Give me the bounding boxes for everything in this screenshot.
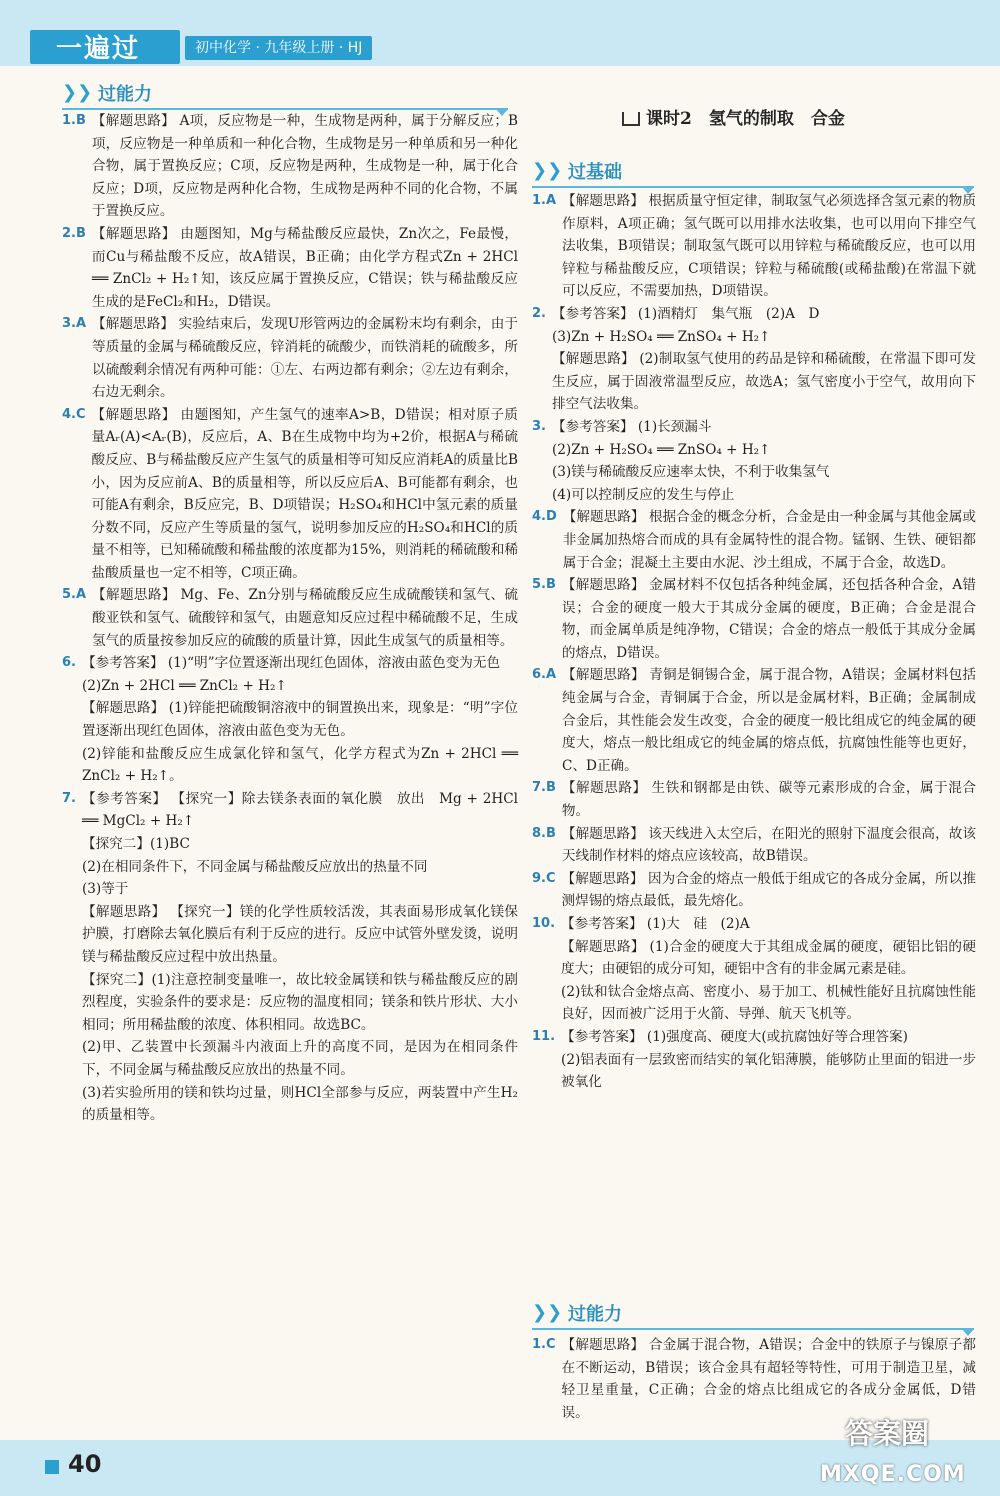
answer-text: 【解题思路】 由题图知，产生氢气的速率A>B，D错误；相对原子质量Aᵣ(A)<Aᵣ(B)，反应后，A、B在生成物中均为+2价，根据A与稀硫酸反应、B与稀盐酸反应产生氢气的质量相等可知反应消耗A的质量比B小，因为反应前A、B的质量相等，所以反应后A、B可能都有剩余，也可能A有剩余，B反应完，B、D项错误；H₂SO₄和HCl中氢元素的质量分数不同，反应产生等质量的氢气，说明参加反应的H₂SO₄和HCl的质量不相等，已知稀硫酸和稀盐酸的浓度都为15%，则消耗的稀硫酸和稀盐酸质量也一定不相等，C项正确。: [91, 406, 518, 581]
answer-item: [532, 1334, 976, 1424]
page-marker-icon: [45, 1460, 59, 1474]
answer-number: 2.: [532, 305, 546, 321]
answer-line: 【探究二】(1)BC: [81, 836, 190, 852]
answer-line: 【探究二】(1)注意控制变量唯一，故比较金属镁和铁与稀盐酸反应的剧烈程度，实验条件的要求是：反应物的温度相同；镁条和铁片形状、大小相同；所用稀盐酸的浓度、体积相同。故选BC。: [81, 971, 518, 1033]
answer-body: [562, 664, 976, 777]
answer-line: 【解题思路】 (1)锌能把硫酸铜溶液中的铜置换出来，现象是：“明”字位置逐渐出现红色固体，溶液由蓝色变为无色。: [81, 700, 518, 740]
answer-body: [92, 584, 518, 652]
answer-item: [62, 110, 518, 223]
answer-text: 【解题思路】 该天线进入太空后，在阳光的照射下温度会很高，故该天线制作材料的熔点应该较高，故B错误。: [561, 825, 976, 865]
left-section-title: 过能力: [98, 84, 152, 105]
answer-text: 【解题思路】 合金属于混合物，A错误；合金中的铁原子与镍原子都在不断运动，B错误；该合金具有超轻等特性，可用于制造卫星，减轻卫星重量，C正确；合金的熔点比组成它的各成分金属低，D错误。: [561, 1337, 976, 1421]
answer-body: [561, 913, 976, 1026]
answer-line: (2)在相同条件下，不同金属与稀盐酸反应放出的热量不同: [81, 858, 428, 875]
watermark-stamp: 答案圈: [845, 1417, 930, 1450]
answer-body: [92, 110, 518, 223]
answer-body: [561, 1026, 976, 1094]
answer-text: 【解题思路】 金属材料不仅包括各种纯金属，还包括各种合金，A错误；合金的硬度一般大于其成分金属的硬度，B正确；合金是混合物，而金属单质是纯净物，C错误；合金的熔点一般低于其成分金属的熔点，D错误。: [561, 577, 976, 661]
answer-body: [92, 404, 518, 585]
answer-text: 【解题思路】 根据质量守恒定律，制取氢气必须选择含氢元素的物质作原料，A项正确；氢气既可以用排水法收集，也可以用向下排空气法收集，B项错误；制取氢气既可以用锌粒与稀硫酸反应，也可以用锌粒与稀盐酸反应，C项错误；锌粒与稀硫酸(或稀盐酸)在常温下就可以反应，不需要加热，D项错误。: [562, 193, 976, 300]
answer-item: [532, 303, 976, 416]
answer-line: 【参考答案】 (1)“明”字位置逐渐出现红色固体，溶液由蓝色变为无色: [81, 655, 501, 672]
answer-number: 7.: [62, 790, 76, 806]
answer-item: [532, 574, 976, 664]
answer-number: 3.: [532, 418, 546, 434]
answer-text: 【解题思路】 由题图知，Mg与稀盐酸反应最快，Zn次之，Fe最慢，而Cu与稀盐酸不反应，故A错误，B正确；由化学方程式Zn + 2HCl ══ ZnCl₂ + H₂↑知，该反应属于置换反应，C错误；铁与稀盐酸反应生成的是FeCl₂和H₂，D错误。: [91, 225, 518, 310]
answer-number: 6.: [62, 655, 76, 671]
answer-body: [562, 574, 976, 664]
answer-line: 【参考答案】 (1)酒精灯 集气瓶 (2)A D: [551, 305, 820, 322]
book-logo: 一遍过: [56, 34, 141, 64]
answer-body: [562, 190, 976, 303]
book-icon: [622, 112, 640, 126]
answer-line: 【解题思路】 【探究一】镁的化学性质较活泼，其表面易形成氧化镁保护膜，打磨除去氧化膜后有利于反应的进行。反应中试管外壁发烫，说明镁与稀盐酸反应过程中放出热量。: [81, 903, 518, 965]
answer-text: 【解题思路】 根据合金的概念分析，合金是由一种金属与其他金属或非金属加热熔合而成的具有金属特性的混合物。锰钢、生铁、硬铝都属于合金；混凝土主要由水泥、沙土组成，不属于合金，故选D。: [562, 509, 976, 571]
answer-body: [92, 223, 518, 313]
answer-body: [552, 303, 976, 416]
right-section-title-ability: 过能力: [568, 1304, 622, 1325]
answer-number: 1.B: [62, 113, 86, 128]
answer-item: [532, 823, 976, 868]
answer-line: (3)若实验所用的镁和铁均过量，则HCl全部参与反应，两装置中产生H₂的质量相等。: [81, 1084, 518, 1124]
answer-number: 1.C: [532, 1337, 556, 1352]
answer-line: (4)可以控制反应的发生与停止: [551, 486, 735, 503]
answer-body: [562, 823, 976, 868]
subject-tag: 初中化学 · 九年级上册 · HJ: [185, 36, 372, 60]
answer-body: [562, 777, 976, 822]
left-column: [62, 110, 518, 1127]
answer-item: [532, 664, 976, 777]
answer-line: (2)Zn + 2HCl ══ ZnCl₂ + H₂↑: [81, 677, 287, 694]
answer-item: [532, 190, 976, 303]
answer-number: 7.B: [532, 780, 556, 796]
page-number: 40: [68, 1450, 102, 1478]
answer-item: [532, 868, 976, 913]
answer-line: 【参考答案】 【探究一】除去镁条表面的氧化膜 放出 Mg + 2HCl ══ MgCl₂ + H₂↑: [81, 790, 518, 830]
answer-number: 5.B: [532, 577, 556, 593]
right-section-head-ability: [532, 1300, 974, 1330]
answer-item: [62, 584, 518, 652]
chevron-icon: ❯❯: [62, 82, 93, 103]
answer-line: (3)等于: [81, 881, 129, 898]
chevron-icon: ❯❯: [532, 1302, 563, 1323]
answer-line: 【参考答案】 (1)强度高、硬度大(或抗腐蚀好等合理答案): [561, 1028, 908, 1045]
answer-text: 【解题思路】 实验结束后，发现U形管两边的金属粉末均有剩余，由于等质量的金属与稀硫酸反应，锌消耗的硫酸少，而铁消耗的硫酸多，所以硫酸剩余情况有两种可能：①左、右两边都有剩余；②左边有剩余，右边无剩余。: [92, 316, 518, 401]
answer-line: (2)甲、乙装置中长颈漏斗内液面上升的高度不同，是因为在相同条件下，不同金属与稀盐酸反应放出的热量不同。: [81, 1039, 518, 1078]
answer-body: [562, 1334, 976, 1424]
right-column: [532, 190, 976, 1094]
right-section-head-basic: [532, 158, 974, 188]
answer-item: [62, 652, 518, 788]
answer-body: [563, 506, 976, 574]
answer-item: [532, 1026, 976, 1094]
answer-number: 9.C: [532, 870, 556, 886]
answer-line: (3)Zn + H₂SO₄ ══ ZnSO₄ + H₂↑: [551, 328, 771, 345]
answer-number: 3.A: [62, 316, 87, 332]
answer-item: [532, 506, 976, 574]
answer-item: [532, 777, 976, 822]
answer-number: 6.A: [532, 667, 557, 683]
left-section-head: [62, 80, 508, 110]
answer-line: 【解题思路】 (2)制取氢气使用的药品是锌和稀硫酸，在常温下即可发生反应，属于固液常温型反应，故选A；氢气密度小于空气，故用向下排空气法收集。: [551, 351, 976, 413]
answer-item: [62, 404, 518, 585]
answer-item: [62, 788, 518, 1127]
lesson-title: [622, 104, 845, 129]
answer-line: 【解题思路】 (1)合金的硬度大于其组成金属的硬度，硬铝比铝的硬度大；由硬铝的成分可知，硬铝中含有的非金属元素是硅。: [561, 938, 976, 978]
answer-body: [82, 652, 518, 788]
answer-number: 4.C: [62, 406, 86, 422]
answer-number: 5.A: [62, 587, 87, 603]
answer-body: [82, 788, 518, 1127]
answer-text: 【解题思路】 A项，反应物是一种，生成物是两种，属于分解反应；B项，反应物是一种单质和一种化合物，生成物是另一种单质和另一种化合物，属于置换反应；C项，反应物是两种，生成物是一种，属于化合反应；D项，反应物是两种化合物，生成物是两种不同的化合物，不属于置换反应。: [91, 113, 518, 220]
answer-line: (2)铝表面有一层致密而结实的氧化铝薄膜，能够防止里面的铝进一步被氧化: [561, 1051, 976, 1091]
answer-line: 【参考答案】 (1)长颈漏斗: [551, 418, 712, 435]
watermark-site: MXQE.COM: [820, 1462, 966, 1487]
right-section-title-basic: 过基础: [568, 162, 622, 183]
answer-number: 1.A: [532, 193, 557, 208]
answer-item: [532, 416, 976, 506]
answer-text: 【解题思路】 生铁和钢都是由铁、碳等元素形成的合金，属于混合物。: [561, 780, 976, 820]
chevron-icon: ❯❯: [532, 160, 563, 181]
answer-line: (2)钛和钛合金熔点高、密度小、易于加工、机械性能好且抗腐蚀性能良好，因而被广泛用于火箭、导弹、航天飞机等。: [561, 983, 976, 1023]
answer-text: 【解题思路】 因为合金的熔点一般低于组成它的各成分金属，所以推测焊锡的熔点最低，最先熔化。: [561, 870, 976, 910]
answer-number: 8.B: [532, 825, 556, 841]
answer-body: [562, 868, 976, 913]
answer-number: 10.: [532, 916, 556, 931]
right-column-ability: [532, 1334, 976, 1424]
answer-item: [532, 913, 976, 1026]
answer-number: 2.B: [62, 225, 86, 241]
answer-item: [62, 223, 518, 313]
answer-number: 11.: [532, 1028, 556, 1044]
answer-line: (2)锌能和盐酸反应生成氯化锌和氢气，化学方程式为Zn + 2HCl ══ ZnCl₂ + H₂↑。: [81, 745, 518, 785]
answer-item: [62, 313, 518, 403]
answer-line: (2)Zn + H₂SO₄ ══ ZnSO₄ + H₂↑: [551, 441, 771, 458]
answer-number: 4.D: [532, 509, 557, 525]
answer-line: 【参考答案】 (1)大 硅 (2)A: [561, 916, 750, 932]
answer-text: 【解题思路】 Mg、Fe、Zn分别与稀硫酸反应生成硫酸镁和氢气、硫酸亚铁和氢气、硫酸锌和氢气，由题意知反应过程中稀硫酸不足，生成氢气的质量按参加反应的硫酸的质量计算，因此生成氢气的质量相等。: [92, 587, 518, 649]
lesson-title-text: 课时2 氢气的制取 合金: [646, 109, 845, 129]
answer-line: (3)镁与稀硫酸反应速率太快，不利于收集氢气: [551, 464, 830, 481]
answer-body: [552, 416, 976, 506]
answer-body: [92, 313, 518, 403]
answer-text: 【解题思路】 青铜是铜锡合金，属于混合物，A错误；金属材料包括纯金属与合金，青铜属于合金，所以是金属材料，B正确；金属制成合金后，其性能会发生改变，合金的硬度一般比组成它的纯金属的硬度大，熔点一般比组成它的纯金属的熔点低，抗腐蚀性能等也更好，C、D正确。: [562, 667, 976, 774]
